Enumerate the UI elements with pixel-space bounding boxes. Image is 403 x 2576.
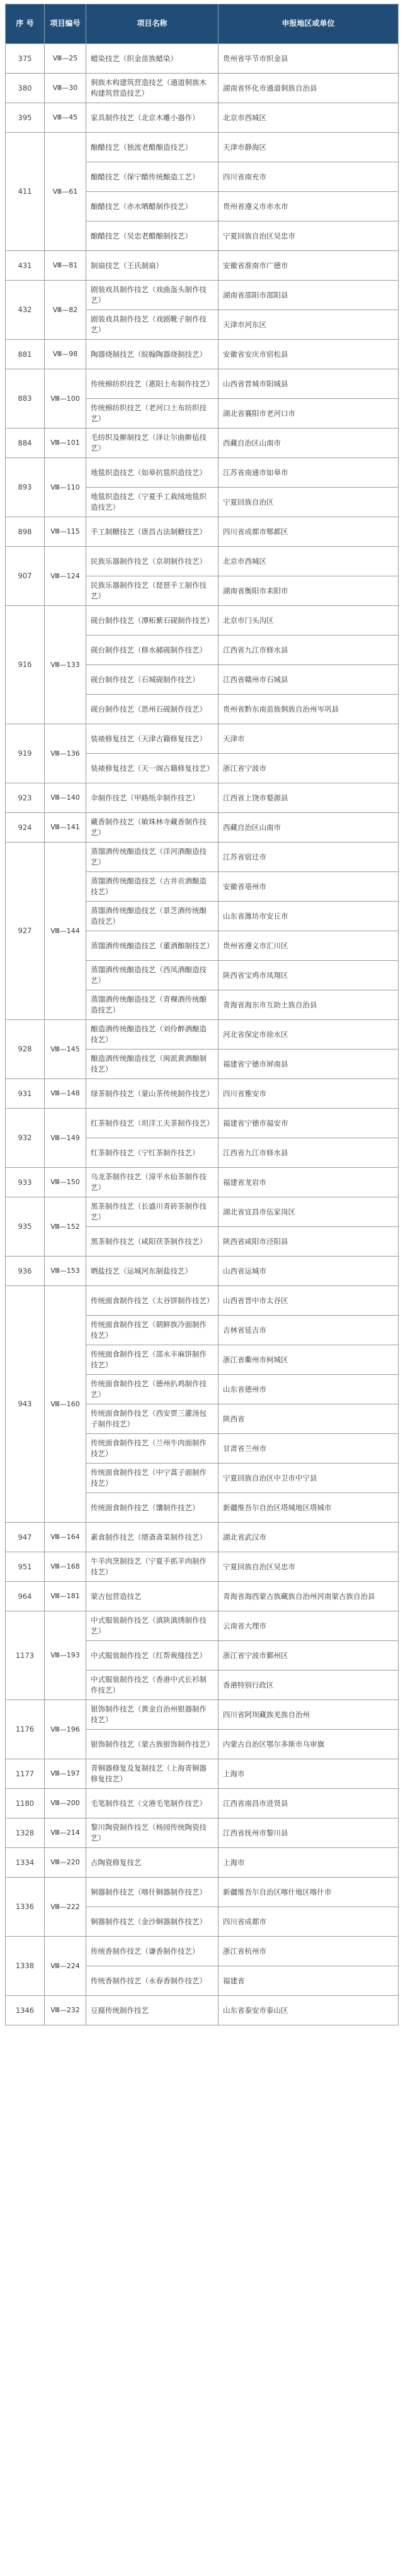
project-code-cell: Ⅷ—141 xyxy=(45,813,86,843)
project-name-cell: 中式服装制作技艺（红帮裁缝技艺） xyxy=(86,1641,219,1671)
table-row xyxy=(6,428,399,458)
project-code-cell: Ⅷ—150 xyxy=(45,1168,86,1197)
table-row xyxy=(6,547,399,576)
project-code-cell: Ⅷ—124 xyxy=(45,547,86,606)
serial-number-cell: 964 xyxy=(6,1582,45,1611)
applicant-region-cell: 北京市西城区 xyxy=(219,547,399,576)
applicant-region-cell: 贵州省黔东南苗族侗族自治州岑巩县 xyxy=(219,695,399,724)
applicant-region-cell: 山西省晋中市太谷区 xyxy=(219,1286,399,1316)
applicant-region-cell: 四川省成都市 xyxy=(219,1907,399,1937)
table-row xyxy=(6,340,399,369)
project-name-cell: 黑茶制作技艺（咸阳茯茶制作技艺） xyxy=(86,1227,219,1257)
table-row xyxy=(6,1611,399,1641)
project-code-cell: Ⅷ—200 xyxy=(45,1789,86,1818)
serial-number-cell: 1328 xyxy=(6,1818,45,1848)
applicant-region-cell: 贵州省遵义市汇川区 xyxy=(219,931,399,961)
applicant-region-cell: 安徽省淮南市广德市 xyxy=(219,251,399,281)
applicant-region-cell: 四川省阿坝藏族羌族自治州 xyxy=(219,1700,399,1730)
project-name-cell: 古陶瓷修复技艺 xyxy=(86,1848,219,1878)
applicant-region-cell: 湖北省襄阳市老河口市 xyxy=(219,399,399,428)
project-name-cell: 毛纺织及擀制技艺（泽让尔曲擀毡技艺） xyxy=(86,428,219,458)
serial-number-cell: 947 xyxy=(6,1523,45,1552)
table-row xyxy=(6,133,399,162)
project-code-cell: Ⅷ—214 xyxy=(45,1818,86,1848)
serial-number-cell: 933 xyxy=(6,1168,45,1197)
table-row xyxy=(6,1523,399,1552)
serial-number-cell: 375 xyxy=(6,44,45,74)
table-row xyxy=(6,1168,399,1197)
project-name-cell: 素食制作技艺（缙斋斋菜制作技艺） xyxy=(86,1523,219,1552)
applicant-region-cell: 山东省泰安市泰山区 xyxy=(219,1996,399,2025)
serial-number-cell: 411 xyxy=(6,133,45,251)
applicant-region-cell: 云南省大理市 xyxy=(219,1611,399,1641)
project-name-cell: 酿醋技艺（赤水晒醋制作技艺） xyxy=(86,192,219,221)
serial-number-cell: 1180 xyxy=(6,1789,45,1818)
table-body xyxy=(6,44,399,2025)
applicant-region-cell: 上海市 xyxy=(219,1848,399,1878)
project-name-cell: 蒸馏酒传统酿造技艺（洋河酒酿造技艺） xyxy=(86,843,219,872)
serial-number-cell: 881 xyxy=(6,340,45,369)
project-name-cell: 酿造酒传统酿造技艺（刘伶醉酒酿造技艺） xyxy=(86,1020,219,1050)
applicant-region-cell: 吉林省延吉市 xyxy=(219,1316,399,1345)
serial-number-cell: 893 xyxy=(6,458,45,517)
project-name-cell: 铜器制作技艺（金沙铜器制作技艺） xyxy=(86,1907,219,1937)
project-name-cell: 砚台制作技艺（修水赭砚制作技艺） xyxy=(86,636,219,665)
project-code-cell: Ⅷ—140 xyxy=(45,783,86,813)
project-name-cell: 剧装戏具制作技艺（戏曲盔头制作技艺） xyxy=(86,281,219,310)
project-name-cell: 传统面食制作技艺（太谷饼制作技艺） xyxy=(86,1286,219,1316)
serial-number-cell: 1173 xyxy=(6,1611,45,1700)
applicant-region-cell: 福建省龙岩市 xyxy=(219,1168,399,1197)
applicant-region-cell: 江苏省南通市如皋市 xyxy=(219,458,399,488)
project-name-cell: 红茶制作技艺（坦洋工夫茶制作技艺） xyxy=(86,1109,219,1138)
table-row xyxy=(6,1552,399,1582)
project-code-cell: Ⅷ—136 xyxy=(45,724,86,783)
serial-number-cell: 1336 xyxy=(6,1878,45,1937)
table-row xyxy=(6,1759,399,1789)
serial-number-cell: 919 xyxy=(6,724,45,783)
serial-number-cell: 884 xyxy=(6,428,45,458)
project-name-cell: 银饰制作技艺（蒙古族银饰制作技艺） xyxy=(86,1730,219,1759)
table-row xyxy=(6,1700,399,1730)
project-code-cell: Ⅷ—149 xyxy=(45,1109,86,1168)
project-code-cell: Ⅷ—148 xyxy=(45,1079,86,1109)
project-code-cell: Ⅷ—181 xyxy=(45,1582,86,1611)
serial-number-cell: 907 xyxy=(6,547,45,606)
applicant-region-cell: 青海省海西蒙古族藏族自治州河南蒙古族自治县 xyxy=(219,1582,399,1611)
applicant-region-cell: 天津市静海区 xyxy=(219,133,399,162)
project-code-cell: Ⅷ—98 xyxy=(45,340,86,369)
table-row xyxy=(6,458,399,488)
serial-number-cell: 916 xyxy=(6,606,45,724)
project-name-cell: 酿醋技艺（吴忠老醋酿制技艺） xyxy=(86,221,219,251)
project-name-cell: 乌龙茶制作技艺（漳平水仙茶制作技艺） xyxy=(86,1168,219,1197)
project-name-cell: 红茶制作技艺（宁红茶制作技艺） xyxy=(86,1138,219,1168)
serial-number-cell: 431 xyxy=(6,251,45,281)
project-name-cell: 传统面食制作技艺（中宁蒿子面制作技艺） xyxy=(86,1464,219,1493)
table-row xyxy=(6,1257,399,1286)
serial-number-cell: 898 xyxy=(6,517,45,547)
applicant-region-cell: 北京市门头沟区 xyxy=(219,606,399,636)
project-code-cell: Ⅷ—168 xyxy=(45,1552,86,1582)
applicant-region-cell: 山西省运城市 xyxy=(219,1257,399,1286)
table-header xyxy=(6,4,399,44)
project-name-cell: 传统面食制作技艺（朝鲜族冷面制作技艺） xyxy=(86,1316,219,1345)
applicant-region-cell: 浙江省衢州市柯城区 xyxy=(219,1345,399,1375)
table-row xyxy=(6,843,399,872)
applicant-region-cell: 河北省保定市徐水区 xyxy=(219,1020,399,1050)
header-applicant-region: 申报地区或单位 xyxy=(219,4,399,44)
applicant-region-cell: 江西省上饶市婺源县 xyxy=(219,783,399,813)
table-row xyxy=(6,1109,399,1138)
project-name-cell: 传统香制作技艺（谦香制作技艺） xyxy=(86,1937,219,1966)
applicant-region-cell: 贵州省遵义市赤水市 xyxy=(219,192,399,221)
project-name-cell: 银饰制作技艺（黄金自治州银器制作技艺） xyxy=(86,1700,219,1730)
project-name-cell: 制扇技艺（王氏制扇） xyxy=(86,251,219,281)
table-row xyxy=(6,1286,399,1316)
project-name-cell: 蒸馏酒传统酿造技艺（青稞酒传统酿造技艺） xyxy=(86,990,219,1020)
project-name-cell: 中式服装制作技艺（香港中式长衫制作技艺） xyxy=(86,1671,219,1700)
table-row xyxy=(6,1079,399,1109)
project-name-cell: 地毯织造技艺（宁夏手工栽绒地毯织造技艺） xyxy=(86,488,219,517)
project-code-cell: Ⅷ—25 xyxy=(45,44,86,74)
applicant-region-cell: 青海省海东市互助土族自治县 xyxy=(219,990,399,1020)
project-code-cell: Ⅷ—153 xyxy=(45,1257,86,1286)
project-name-cell: 地毯织造技艺（如皋抗毯织造技艺） xyxy=(86,458,219,488)
applicant-region-cell: 陕西省咸阳市泾阳县 xyxy=(219,1227,399,1257)
project-name-cell: 酿醋技艺（保宁醋传统酿造工艺） xyxy=(86,162,219,192)
project-name-cell: 传统面食制作技艺（兰州牛肉面制作技艺） xyxy=(86,1434,219,1464)
applicant-region-cell: 江西省抚州市黎川县 xyxy=(219,1818,399,1848)
project-code-cell: Ⅷ—160 xyxy=(45,1286,86,1523)
applicant-region-cell: 北京市西城区 xyxy=(219,103,399,133)
table-row xyxy=(6,74,399,103)
project-name-cell: 蒸馏酒传统酿造技艺（景芝酒传统酿造技艺） xyxy=(86,902,219,931)
project-name-cell: 侗族木构建筑营造技艺（通道侗族木构建筑营造技艺） xyxy=(86,74,219,103)
project-code-cell: Ⅷ—144 xyxy=(45,843,86,1020)
applicant-region-cell: 上海市 xyxy=(219,1759,399,1789)
serial-number-cell: 924 xyxy=(6,813,45,843)
applicant-region-cell: 江西省九江市修水县 xyxy=(219,636,399,665)
project-name-cell: 中式服装制作技艺（滇陕滇绣制作技艺） xyxy=(86,1611,219,1641)
table-row xyxy=(6,1996,399,2025)
project-code-cell: Ⅷ—232 xyxy=(45,1996,86,2025)
table-row xyxy=(6,251,399,281)
applicant-region-cell: 天津市河东区 xyxy=(219,310,399,340)
table-row xyxy=(6,1789,399,1818)
serial-number-cell: 1177 xyxy=(6,1759,45,1789)
applicant-region-cell: 宁夏回族自治区吴忠市 xyxy=(219,221,399,251)
table-row xyxy=(6,606,399,636)
project-name-cell: 蒸馏酒传统酿造技艺（古井贡酒酿造技艺） xyxy=(86,872,219,902)
applicant-region-cell: 山东省潍坊市安丘市 xyxy=(219,902,399,931)
applicant-region-cell: 香港特别行政区 xyxy=(219,1671,399,1700)
applicant-region-cell: 西藏自治区山南市 xyxy=(219,428,399,458)
project-code-cell: Ⅷ—133 xyxy=(45,606,86,724)
project-name-cell: 家具制作技艺（北京木雕小器作） xyxy=(86,103,219,133)
project-name-cell: 豆腐传统制作技艺 xyxy=(86,1996,219,2025)
applicant-region-cell: 宁夏回族自治区 xyxy=(219,488,399,517)
project-name-cell: 酿醋技艺（独流老醋酿造技艺） xyxy=(86,133,219,162)
serial-number-cell: 1334 xyxy=(6,1848,45,1878)
project-code-cell: Ⅷ—101 xyxy=(45,428,86,458)
serial-number-cell: 1346 xyxy=(6,1996,45,2025)
project-name-cell: 晒盐技艺（运城河东制盐技艺） xyxy=(86,1257,219,1286)
applicant-region-cell: 宁夏回族自治区中卫市中宁县 xyxy=(219,1464,399,1493)
project-name-cell: 传统棉纺织技艺（老河口土布纺织技艺） xyxy=(86,399,219,428)
serial-number-cell: 923 xyxy=(6,783,45,813)
applicant-region-cell: 宁夏回族自治区吴忠市 xyxy=(219,1552,399,1582)
table-row xyxy=(6,1197,399,1227)
project-name-cell: 藏香制作技艺（敏珠林寺藏香制作技艺） xyxy=(86,813,219,843)
project-code-cell: Ⅷ—197 xyxy=(45,1759,86,1789)
serial-number-cell: 943 xyxy=(6,1286,45,1523)
table-row xyxy=(6,1582,399,1611)
applicant-region-cell: 山西省晋城市阳城县 xyxy=(219,369,399,399)
applicant-region-cell: 甘肃省兰州市 xyxy=(219,1434,399,1464)
applicant-region-cell: 江西省赣州市石城县 xyxy=(219,665,399,695)
header-project-name: 项目名称 xyxy=(86,4,219,44)
project-name-cell: 传统香制作技艺（永春香制作技艺） xyxy=(86,1966,219,1996)
applicant-region-cell: 福建省宁德市福安市 xyxy=(219,1109,399,1138)
project-code-cell: Ⅷ—193 xyxy=(45,1611,86,1700)
heritage-projects-table xyxy=(5,4,399,2025)
project-name-cell: 青铜器修复及复制技艺（上海青铜器修复技艺） xyxy=(86,1759,219,1789)
heritage-table-container xyxy=(5,4,398,2025)
applicant-region-cell: 湖南省衡阳市耒阳市 xyxy=(219,576,399,606)
table-row xyxy=(6,1848,399,1878)
project-code-cell: Ⅷ—145 xyxy=(45,1020,86,1079)
applicant-region-cell: 内蒙古自治区鄂尔多斯市乌审旗 xyxy=(219,1730,399,1759)
table-row xyxy=(6,369,399,399)
project-name-cell: 民族乐器制作技艺（琵琶手工制作技艺） xyxy=(86,576,219,606)
project-name-cell: 毛笔制作技艺（文港毛笔制作技艺） xyxy=(86,1789,219,1818)
project-code-cell: Ⅷ—82 xyxy=(45,281,86,340)
project-name-cell: 传统棉纺织技艺（惠阳土布制作技艺） xyxy=(86,369,219,399)
applicant-region-cell: 江西省九江市修水县 xyxy=(219,1138,399,1168)
applicant-region-cell: 四川省雅安市 xyxy=(219,1079,399,1109)
table-row xyxy=(6,44,399,74)
applicant-region-cell: 江苏省宿迁市 xyxy=(219,843,399,872)
header-project-code: 项目编号 xyxy=(45,4,86,44)
project-code-cell: Ⅷ—164 xyxy=(45,1523,86,1552)
project-name-cell: 伞制作技艺（甲路纸伞制作技艺） xyxy=(86,783,219,813)
project-code-cell: Ⅷ—100 xyxy=(45,369,86,428)
project-name-cell: 酿造酒传统酿造技艺（闽派黄酒酿制技艺） xyxy=(86,1050,219,1079)
applicant-region-cell: 浙江省宁波市 xyxy=(219,754,399,783)
applicant-region-cell: 山东省德州市 xyxy=(219,1375,399,1404)
project-code-cell: Ⅷ—220 xyxy=(45,1848,86,1878)
table-row xyxy=(6,783,399,813)
project-name-cell: 牛羊肉烹制技艺（宁夏手抓羊肉制作技艺） xyxy=(86,1552,219,1582)
table-row xyxy=(6,517,399,547)
project-code-cell: Ⅷ—222 xyxy=(45,1878,86,1937)
serial-number-cell: 951 xyxy=(6,1552,45,1582)
applicant-region-cell: 浙江省宁波市鄞州区 xyxy=(219,1641,399,1671)
applicant-region-cell: 贵州省毕节市织金县 xyxy=(219,44,399,74)
applicant-region-cell: 福建省 xyxy=(219,1966,399,1996)
applicant-region-cell: 浙江省杭州市 xyxy=(219,1937,399,1966)
project-code-cell: Ⅷ—81 xyxy=(45,251,86,281)
table-row xyxy=(6,1818,399,1848)
table-row xyxy=(6,1020,399,1050)
project-name-cell: 蒙古包营造技艺 xyxy=(86,1582,219,1611)
project-name-cell: 蒸馏酒传统酿造技艺（董酒酿制技艺） xyxy=(86,931,219,961)
project-name-cell: 黎川陶瓷制作技艺（杨园传统陶瓷技艺） xyxy=(86,1818,219,1848)
project-name-cell: 传统面食制作技艺（馕制作技艺） xyxy=(86,1493,219,1523)
serial-number-cell: 883 xyxy=(6,369,45,428)
applicant-region-cell: 四川省南充市 xyxy=(219,162,399,192)
project-name-cell: 砚台制作技艺（潭柘紫石砚制作技艺） xyxy=(86,606,219,636)
applicant-region-cell: 福建省宁德市屏南县 xyxy=(219,1050,399,1079)
project-code-cell: Ⅷ—30 xyxy=(45,74,86,103)
header-row xyxy=(6,4,399,44)
serial-number-cell: 935 xyxy=(6,1197,45,1257)
project-name-cell: 传统面食制作技艺（德州扒鸡制作技艺） xyxy=(86,1375,219,1404)
serial-number-cell: 1176 xyxy=(6,1700,45,1759)
serial-number-cell: 927 xyxy=(6,843,45,1020)
applicant-region-cell: 天津市 xyxy=(219,724,399,754)
project-name-cell: 蒸馏酒传统酿造技艺（西凤酒酿造技艺） xyxy=(86,961,219,990)
table-row xyxy=(6,813,399,843)
project-name-cell: 传统面食制作技艺（西安贾三灌汤包子制作技艺） xyxy=(86,1404,219,1434)
project-name-cell: 砚台制作技艺（思州石砚制作技艺） xyxy=(86,695,219,724)
project-code-cell: Ⅷ—61 xyxy=(45,133,86,251)
project-code-cell: Ⅷ—152 xyxy=(45,1197,86,1257)
project-code-cell: Ⅷ—115 xyxy=(45,517,86,547)
applicant-region-cell: 湖北省宜昌市伍家岗区 xyxy=(219,1197,399,1227)
applicant-region-cell: 陕西省 xyxy=(219,1404,399,1434)
applicant-region-cell: 湖北省武汉市 xyxy=(219,1523,399,1552)
table-row xyxy=(6,1878,399,1907)
project-name-cell: 蜡染技艺（织金苗族蜡染） xyxy=(86,44,219,74)
header-serial-number: 序 号 xyxy=(6,4,45,44)
table-row xyxy=(6,1937,399,1966)
applicant-region-cell: 新疆维吾尔自治区喀什地区喀什市 xyxy=(219,1878,399,1907)
serial-number-cell: 1338 xyxy=(6,1937,45,1996)
serial-number-cell: 395 xyxy=(6,103,45,133)
applicant-region-cell: 安徽省安庆市宿松县 xyxy=(219,340,399,369)
project-name-cell: 装裱修复技艺（天津古籍修复技艺） xyxy=(86,724,219,754)
project-name-cell: 砚台制作技艺（石城砚制作技艺） xyxy=(86,665,219,695)
project-name-cell: 剧装戏具制作技艺（戏剧靴子制作技艺） xyxy=(86,310,219,340)
applicant-region-cell: 西藏自治区山南市 xyxy=(219,813,399,843)
table-row xyxy=(6,281,399,310)
applicant-region-cell: 湖南省怀化市通道侗族自治县 xyxy=(219,74,399,103)
project-name-cell: 传统面食制作技艺（邵永丰麻饼制作技艺） xyxy=(86,1345,219,1375)
project-code-cell: Ⅷ—45 xyxy=(45,103,86,133)
project-name-cell: 民族乐器制作技艺（京胡制作技艺） xyxy=(86,547,219,576)
serial-number-cell: 936 xyxy=(6,1257,45,1286)
serial-number-cell: 931 xyxy=(6,1079,45,1109)
project-name-cell: 装裱修复技艺（天一阁古籍修复技艺） xyxy=(86,754,219,783)
applicant-region-cell: 安徽省亳州市 xyxy=(219,872,399,902)
project-name-cell: 手工制糖技艺（唐昌古法制糖技艺） xyxy=(86,517,219,547)
table-row xyxy=(6,724,399,754)
project-code-cell: Ⅷ—196 xyxy=(45,1700,86,1759)
project-code-cell: Ⅷ—110 xyxy=(45,458,86,517)
serial-number-cell: 932 xyxy=(6,1109,45,1168)
applicant-region-cell: 湖南省邵阳市邵阳县 xyxy=(219,281,399,310)
applicant-region-cell: 陕西省宝鸡市凤翔区 xyxy=(219,961,399,990)
project-name-cell: 绿茶制作技艺（蒙山茶传统制作技艺） xyxy=(86,1079,219,1109)
serial-number-cell: 432 xyxy=(6,281,45,340)
serial-number-cell: 928 xyxy=(6,1020,45,1079)
table-row xyxy=(6,103,399,133)
project-code-cell: Ⅷ—224 xyxy=(45,1937,86,1996)
applicant-region-cell: 江西省南昌市进贤县 xyxy=(219,1789,399,1818)
serial-number-cell: 380 xyxy=(6,74,45,103)
applicant-region-cell: 四川省成都市郫都区 xyxy=(219,517,399,547)
project-name-cell: 黑茶制作技艺（长盛川青砖茶制作技艺） xyxy=(86,1197,219,1227)
project-name-cell: 铜器制作技艺（喀什铜器制作技艺） xyxy=(86,1878,219,1907)
applicant-region-cell: 新疆维吾尔自治区塔城地区塔城市 xyxy=(219,1493,399,1523)
project-name-cell: 陶器烧制技艺（皖翰陶器烧制技艺） xyxy=(86,340,219,369)
